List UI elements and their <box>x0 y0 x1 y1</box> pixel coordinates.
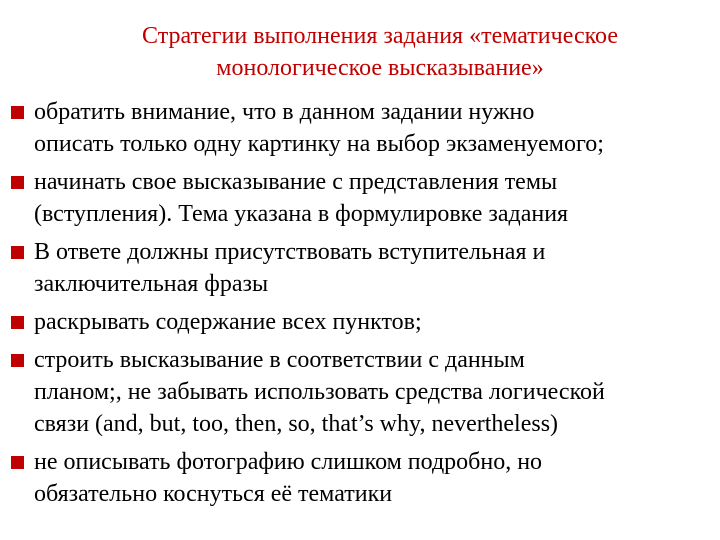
slide-title <box>60 20 700 84</box>
square-bullet-icon <box>11 246 24 259</box>
square-bullet-icon <box>11 176 24 189</box>
bullet-item <box>0 166 714 230</box>
bullet-item <box>0 344 714 440</box>
bullet-line: начинать свое высказывание с представления темы <box>34 169 558 195</box>
bullet-line: В ответе должны присутствовать вступительная и <box>34 239 546 265</box>
slide-title-line: монологическое высказывание» <box>216 55 544 81</box>
bullet-line: заключительная фразы <box>34 271 269 297</box>
bullet-item <box>0 446 714 510</box>
bullet-line: обратить внимание, что в данном задании нужно <box>34 99 535 125</box>
bullet-line: связи (and, but, too, then, so, that’s why, nevertheless) <box>34 411 559 437</box>
bullet-item <box>0 306 714 338</box>
square-bullet-icon <box>11 316 24 329</box>
bullet-line: описать только одну картинку на выбор экзаменуемого; <box>34 131 604 157</box>
bullet-line: не описывать фотографию слишком подробно, но <box>34 449 543 475</box>
bullet-line: раскрывать содержание всех пунктов; <box>34 309 422 335</box>
bullet-list <box>0 96 714 516</box>
bullet-line: строить высказывание в соответствии с данным <box>34 347 525 373</box>
bullet-line: планом;, не забывать использовать средства логической <box>34 379 605 405</box>
square-bullet-icon <box>11 456 24 469</box>
bullet-item <box>0 96 714 160</box>
square-bullet-icon <box>11 106 24 119</box>
square-bullet-icon <box>11 354 24 367</box>
bullet-line: (вступления). Тема указана в формулировке задания <box>34 201 569 227</box>
bullet-item <box>0 236 714 300</box>
slide-title-line: Стратегии выполнения задания «тематическое <box>142 23 618 49</box>
bullet-line: обязательно коснуться её тематики <box>34 481 393 507</box>
